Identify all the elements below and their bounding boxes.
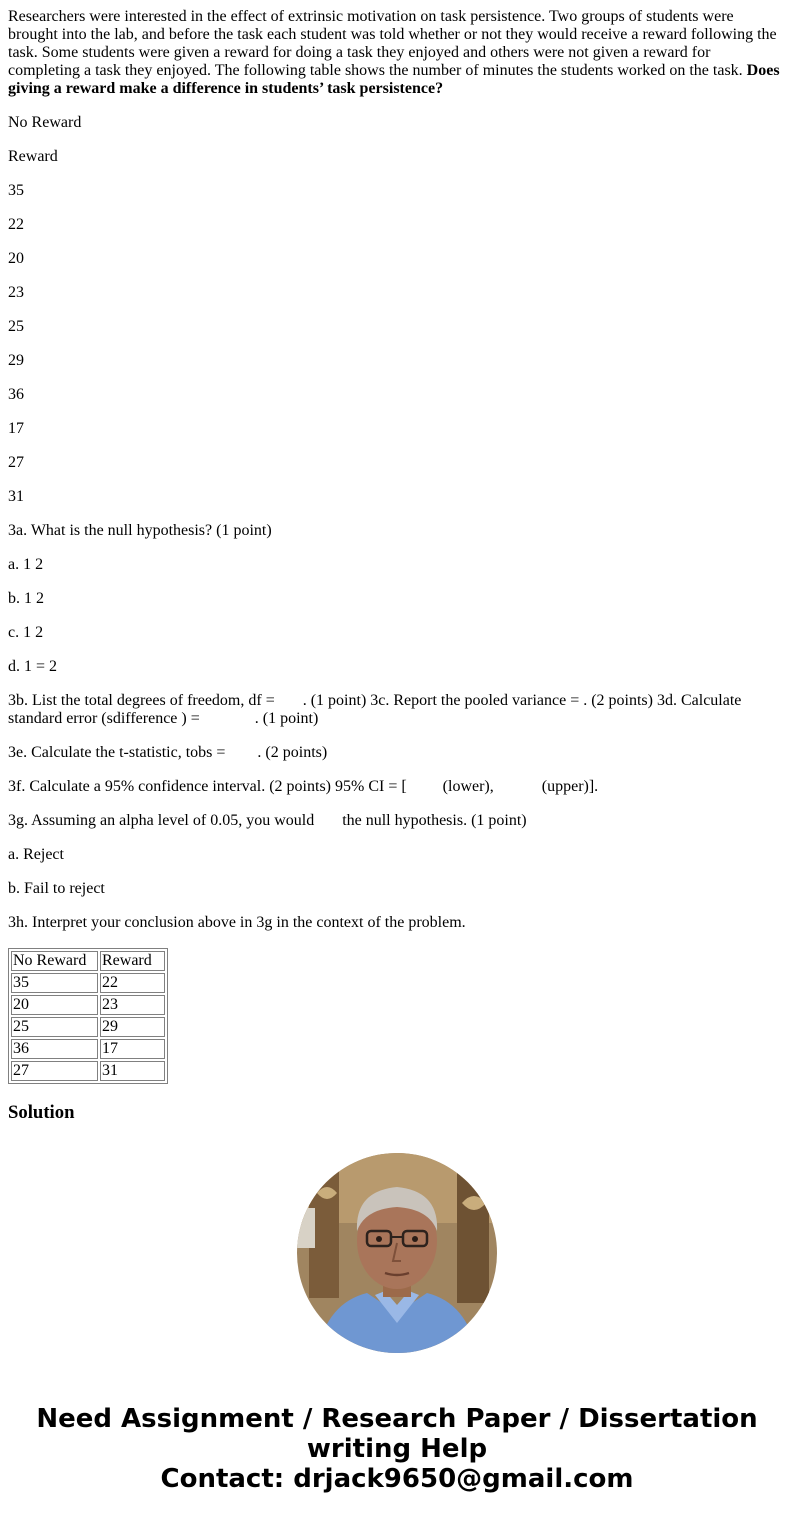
table-row <box>11 973 165 993</box>
flat-value: 27 <box>8 454 24 471</box>
solution-heading: Solution <box>8 1102 75 1123</box>
help-advert <box>0 1404 794 1494</box>
q3g-text-2: the null hypothesis. (1 point) <box>342 812 527 829</box>
q3h-text: 3h. Interpret your conclusion above in 3g in the context of the problem. <box>8 914 466 931</box>
q3a-option-b: b. 1 2 <box>8 590 44 607</box>
table-cell: 17 <box>100 1039 165 1059</box>
flat-value: 20 <box>8 250 24 267</box>
q3f-text-2: (lower), <box>442 778 494 795</box>
q3g-option-b: b. Fail to reject <box>8 880 105 897</box>
q3e-text-1: 3e. Calculate the t-statistic, tobs = <box>8 744 226 761</box>
author-avatar <box>297 1153 497 1353</box>
q3f-text <box>8 778 786 796</box>
flat-value: 25 <box>8 318 24 335</box>
flat-value: 35 <box>8 182 24 199</box>
question-document <box>8 0 786 1124</box>
table-cell: 29 <box>100 1017 165 1037</box>
advert-line-2: writing Help <box>306 1434 488 1464</box>
data-table <box>8 948 168 1084</box>
table-header: No Reward <box>11 951 98 971</box>
advert-line-1: Need Assignment / Research Paper / Dissertation <box>36 1404 758 1434</box>
q3f-text-3: (upper)]. <box>541 778 599 795</box>
q3b-text-2: . (1 point) 3c. Report the pooled variance = . (2 points) 3d. Calculate standard error (sdifference ) = <box>8 692 742 727</box>
question-intro <box>8 8 786 98</box>
flat-value: No Reward <box>8 114 82 131</box>
q3g-text <box>8 812 786 830</box>
q3a-option-c: c. 1 2 <box>8 624 44 641</box>
table-row <box>11 1017 165 1037</box>
q3b-text-3: . (1 point) <box>254 710 319 727</box>
flat-value: 22 <box>8 216 24 233</box>
q3e-text-2: . (2 points) <box>257 744 328 761</box>
intro-text: Researchers were interested in the effect of extrinsic motivation on task persistence. Two groups of students were brought into the lab, and before the task each student was told whether or not they would receive a reward following the task. Some students were given a reward for doing a task they enjoyed and others were not given a reward for completing a task they enjoyed. The following table shows the number of minutes the students worked on the task. <box>8 8 777 79</box>
table-header-row <box>11 951 165 971</box>
flat-value: Reward <box>8 148 58 165</box>
table-row <box>11 1061 165 1081</box>
table-row <box>11 995 165 1015</box>
flat-value: 23 <box>8 284 24 301</box>
q3g-option-a: a. Reject <box>8 846 64 863</box>
q3a-option-d: d. 1 = 2 <box>8 658 58 675</box>
q3e-text <box>8 744 786 762</box>
table-cell: 31 <box>100 1061 165 1081</box>
advert-contact: Contact: drjack9650@gmail.com <box>160 1464 634 1494</box>
q3g-text-1: 3g. Assuming an alpha level of 0.05, you would <box>8 812 315 829</box>
table-cell: 23 <box>100 995 165 1015</box>
q3a-prompt: 3a. What is the null hypothesis? (1 point) <box>8 522 272 539</box>
table-cell: 22 <box>100 973 165 993</box>
q3b-3d-text <box>8 692 786 728</box>
q3a-option-a: a. 1 2 <box>8 556 44 573</box>
table-cell: 25 <box>11 1017 98 1037</box>
intro-question-bold: Does giving a reward make a difference in students’ task persistence? <box>8 62 780 97</box>
portrait-image <box>297 1153 497 1353</box>
flat-value: 17 <box>8 420 24 437</box>
flat-value: 29 <box>8 352 24 369</box>
q3f-text-1: 3f. Calculate a 95% confidence interval. (2 points) 95% CI = [ <box>8 778 407 795</box>
table-cell: 35 <box>11 973 98 993</box>
flat-value: 36 <box>8 386 24 403</box>
table-cell: 27 <box>11 1061 98 1081</box>
q3b-text-1: 3b. List the total degrees of freedom, df = <box>8 692 275 709</box>
table-row <box>11 1039 165 1059</box>
table-header: Reward <box>100 951 165 971</box>
flat-value: 31 <box>8 488 24 505</box>
table-cell: 20 <box>11 995 98 1015</box>
table-cell: 36 <box>11 1039 98 1059</box>
